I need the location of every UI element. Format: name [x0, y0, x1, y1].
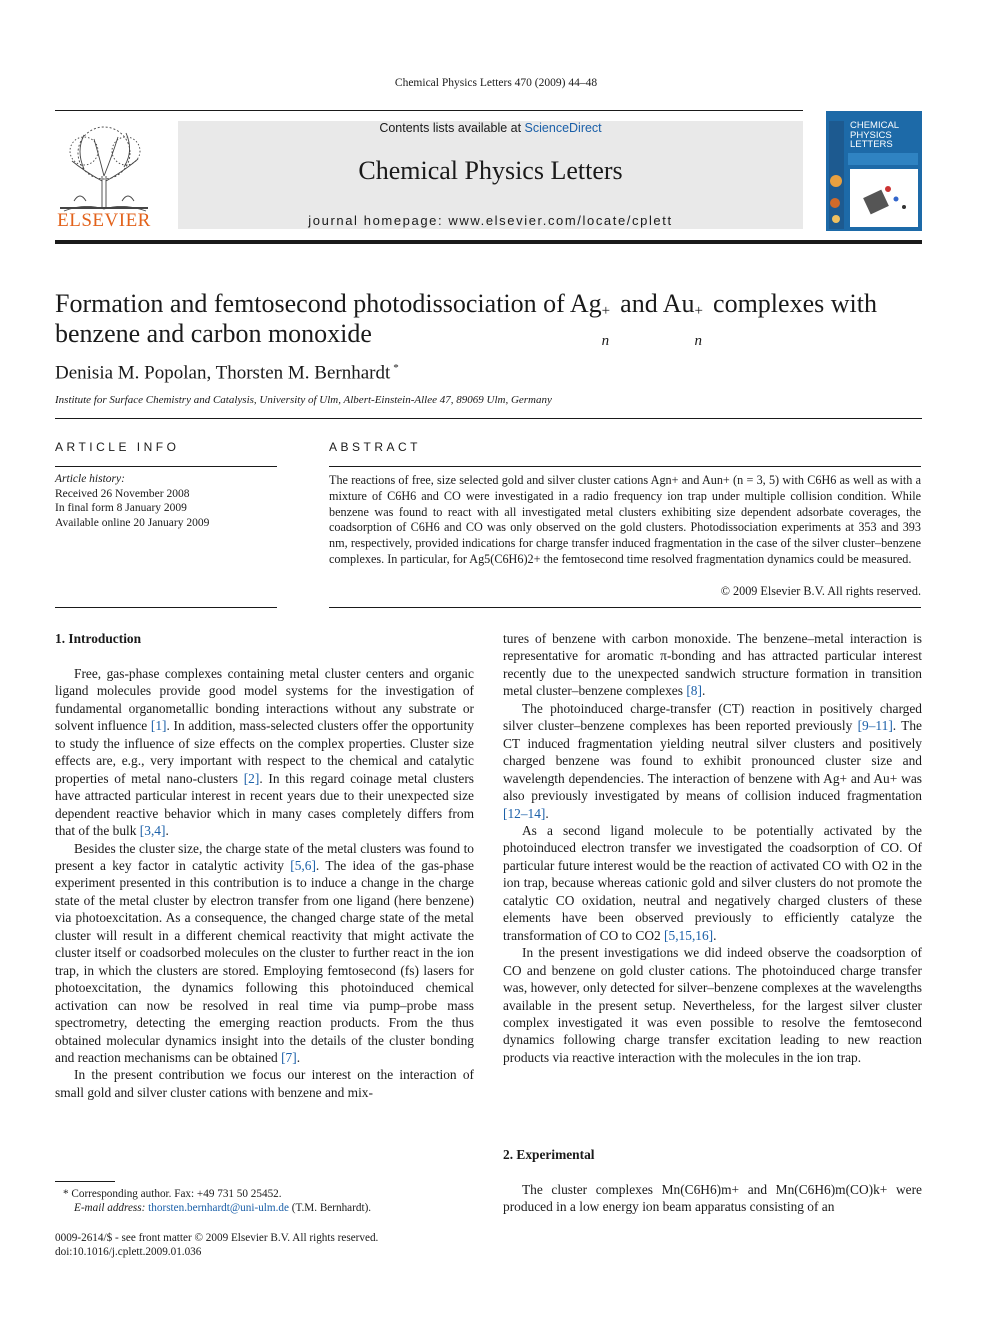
article-title	[55, 289, 935, 349]
text: . In addition, mass-selected clusters offer the opportunity to study the influence of size effects on the complex properties. Cluster size effects are, e.g., very important with respect to the chemical and catalytic properties of metal nano-clusters	[55, 718, 474, 786]
revised-date: In final form 8 January 2009	[55, 502, 187, 514]
cover-artwork	[826, 111, 922, 231]
text: .	[701, 683, 706, 699]
text: .	[165, 823, 169, 839]
authors: Denisia M. Popolan, Thorsten M. Bernhardt	[55, 362, 391, 384]
contents-line	[178, 121, 803, 135]
article-info-bottom-rule	[55, 607, 277, 608]
paragraph	[503, 700, 922, 822]
experimental-heading: 2. Experimental	[503, 1147, 595, 1162]
citation-link[interactable]: [5,15,16]	[664, 927, 714, 943]
affiliation: Institute for Surface Chemistry and Catalysis, University of Ulm, Albert-Einstein-Allee 47, 89069 Ulm, Germany	[55, 394, 552, 406]
online-date: Available online 20 January 2009	[55, 516, 210, 529]
introduction-heading: 1. Introduction	[55, 631, 142, 646]
article-info-label: ARTICLE INFO	[55, 440, 180, 454]
cover-title-line: LETTERS	[850, 139, 893, 150]
sciencedirect-link[interactable]: ScienceDirect	[524, 121, 602, 135]
paragraph: In the present contribution we focus our interest on the interaction of small gold and silver cluster cations with benzene and mix-	[55, 1067, 474, 1100]
article-history	[55, 472, 277, 530]
citation-link[interactable]: [1]	[150, 718, 167, 734]
experimental-column	[503, 1181, 922, 1216]
title-part: Formation and femtosecond photodissociation of Ag	[55, 289, 602, 318]
left-column	[55, 665, 474, 1101]
paragraph	[55, 840, 474, 1067]
author-list	[55, 362, 399, 384]
issn-line: 0009-2614/$ - see front matter © 2009 Elsevier B.V. All rights reserved.	[55, 1232, 379, 1244]
running-head: Chemical Physics Letters 470 (2009) 44–48	[394, 77, 598, 89]
title-subscript: n	[601, 333, 610, 349]
journal-name: Chemical Physics Letters	[358, 156, 623, 185]
title-part: and Au	[613, 289, 695, 318]
email-note	[55, 1201, 474, 1215]
footnote-rule	[55, 1181, 115, 1182]
paragraph	[503, 630, 922, 700]
citation-link[interactable]: [8]	[686, 683, 702, 699]
abstract-text: The reactions of free, size selected gold and silver cluster cations Agn+ and Aun+ (n = 3, 5) with C6H6 as well as with a mixture of C6H6 and CO were investigated in a radio frequency ion trap under multiple collision condition. While benzene was found to react with all investigated metal clusters exhibiting size dependent adsorbate coverages, the coadsorption of C6H6 and CO was only observed on the gold clusters. Photodissociation experiments at 353 and 393 nm, respectively, provided indications for charge transfer induced fragmentation in the case of the silver cluster–benzene complexes. In particular, for Ag5(C6H6)2+ the femtosecond time resolved fragmentation dynamics could be measured.	[329, 473, 921, 566]
paragraph	[55, 665, 474, 840]
citation-link[interactable]: [3,4]	[139, 823, 166, 839]
email-label: E-mail address:	[74, 1202, 149, 1214]
text: As a second ligand molecule to be potentially activated by the photoinduced electron transfer we investigated the coadsorption of CO. Of particular future interest would be the reaction of activated CO with O2 in the ion trap, because whereas cationic gold and silver clusters do not promote the catalytic CO oxidation, neutral and negatively charged clusters of these elements have been observed previously to efficiently catalyze the transformation of CO to CO2	[503, 822, 922, 943]
text: . The idea of the gas-phase experiment presented in this contribution is to induce a change in the charge state of the metal cluster by electron transfer from one ligand (here benzene) via photoexcitation. As a consequence, the changed charge state of the metal cluster will result in a different chemical reactivity that might activate the cluster itself or coadsorbed molecules on the cluster to further react in the ion trap, in which the clusters are stored. Employing femtosecond (fs) lasers for photoexcitation, the dynamics following this photoinduced chemical activation can now be resolved in real time via pump–probe mass spectrometry, detecting the emerging reaction products. From the thus obtained molecular dynamics insight into the details of the cluster bonding and reaction mechanisms can be obtained	[55, 857, 474, 1065]
citation-link[interactable]: [7]	[281, 1049, 297, 1065]
corresponding-author-mark[interactable]: *	[393, 362, 399, 374]
email-link[interactable]: thorsten.bernhardt@uni-ulm.de	[148, 1202, 289, 1214]
text: . The CT induced fragmentation yielding neutral silver clusters and positively charged benzene was found to exhibit pronounced cluster size and wavelength dependencies. The interaction of benzene with Ag+ and Au+ was also previously investigated by means of collision induced fragmentation	[503, 718, 922, 804]
paragraph: In the present investigations we did indeed observe the coadsorption of CO and benzene on gold cluster cations. The photoinduced charge transfer was, however, only detected for silver–benzene complexes at the wavelengths available in the present setup. Nevertheless, for the largest silver cluster complex investigated it was even possible to resolve the femtosecond dynamics following charge transfer excitation leading to new reaction products via reactive interaction with the molecules in the ion trap.	[503, 945, 922, 1065]
citation-link[interactable]: [5,6]	[290, 857, 316, 873]
contents-prefix: Contents lists available at	[379, 121, 525, 135]
abstract-label: ABSTRACT	[329, 440, 422, 454]
header-top-rule	[55, 110, 803, 111]
title-subscript: n	[694, 333, 703, 349]
history-label: Article history:	[55, 473, 125, 485]
right-column	[503, 630, 922, 1066]
doi-line[interactable]: doi:10.1016/j.cplett.2009.01.036	[55, 1246, 202, 1258]
text: The photoinduced charge-transfer (CT) reaction in positively charged silver cluster–benzene complexes has been reported previously	[503, 700, 922, 734]
text: . In this regard coinage metal clusters have attracted particular interest in recent years due to their unexpected size dependent reactive behavior which in many cases completely differs from that of the bulk	[55, 770, 474, 839]
paragraph: The cluster complexes Mn(C6H6)m+ and Mn(C6H6)m(CO)k+ were produced in a low energy ion beam apparatus consisting of an	[503, 1182, 922, 1215]
issn-block	[55, 1231, 474, 1259]
corresponding-author-note: * Corresponding author. Fax: +49 731 50 25452.	[63, 1188, 282, 1200]
header-bottom-rule	[55, 240, 922, 244]
text: Besides the cluster size, the charge state of the metal clusters was found to present a key factor in catalytic activity	[55, 840, 474, 873]
received-date: Received 26 November 2008	[55, 487, 190, 500]
title-superscript: +	[601, 303, 611, 319]
text: .	[713, 927, 717, 943]
elsevier-wordmark: ELSEVIER	[57, 210, 151, 231]
section-rule	[55, 418, 922, 419]
citation-link[interactable]: [12–14]	[503, 805, 546, 821]
journal-homepage[interactable]: journal homepage: www.elsevier.com/locate/cplett	[308, 213, 673, 228]
abstract-bottom-rule	[329, 607, 921, 608]
paragraph	[503, 822, 922, 944]
abstract-rule	[329, 466, 921, 467]
citation-link[interactable]: [9–11]	[857, 718, 893, 734]
footnote	[55, 1187, 474, 1215]
text: .	[545, 805, 549, 821]
abstract-copyright: © 2009 Elsevier B.V. All rights reserved.	[720, 584, 921, 598]
cover-title-line: PHYSICS	[850, 129, 892, 141]
article-info-rule	[55, 466, 277, 467]
journal-cover	[826, 111, 922, 231]
text: Free, gas-phase complexes containing metal cluster centers and organic ligand molecules provide good model systems for the investigation of fundamental organometallic bonding interactions without any substrate or solvent influence	[55, 666, 474, 734]
text: tures of benzene with carbon monoxide. The benzene–metal interaction is representative for aromatic π-bonding and has attracted particular interest recently due to the unexpected sandwich structure formation in transition metal cluster–benzene complexes	[503, 631, 922, 699]
citation-link[interactable]: [2]	[243, 770, 260, 786]
text: .	[296, 1049, 301, 1065]
cover-title-line: CHEMICAL	[850, 120, 900, 131]
title-part: complexes with	[706, 289, 877, 318]
email-suffix: (T.M. Bernhardt).	[288, 1202, 372, 1214]
title-part: benzene and carbon monoxide	[55, 319, 372, 348]
title-superscript: +	[694, 303, 704, 319]
